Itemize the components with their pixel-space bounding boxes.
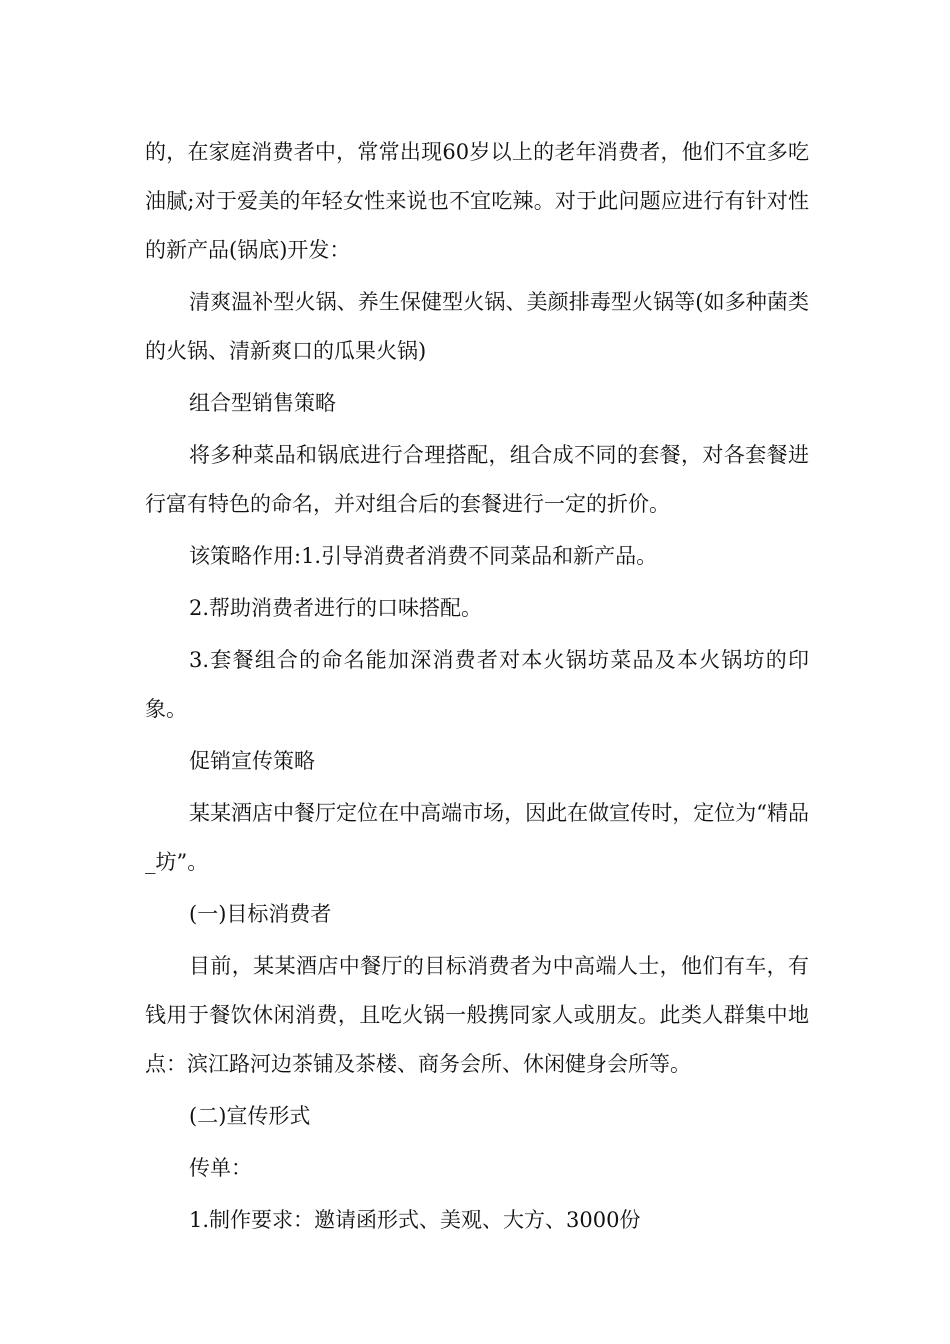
paragraph-combo-sets: 将多种菜品和锅底进行合理搭配，组合成不同的套餐，对各套餐进行富有特色的命名，并对组合后的套餐进行一定的折价。: [145, 443, 809, 516]
heading-promotion-strategy: 促销宣传策略: [189, 749, 315, 773]
document-body: [145, 128, 809, 1248]
paragraph-positioning: 某某酒店中餐厅定位在中高端市场，因此在做宣传时，定位为“精品_坊”。: [145, 801, 809, 874]
paragraph-target-consumers: 目前，某某酒店中餐厅的目标消费者为中高端人士，他们有车，有钱用于餐饮休闲消费，且吃火锅一般携同家人或朋友。此类人群集中地点：滨江路河边茶铺及茶楼、商务会所、休闲健身会所等。: [145, 954, 809, 1076]
paragraph-flyer-requirements: 1.制作要求：邀请函形式、美观、大方、3000份: [189, 1208, 641, 1232]
heading-promotion-forms: (二)宣传形式: [189, 1104, 311, 1128]
heading-flyers: 传单：: [189, 1156, 252, 1180]
paragraph-strategy-effect-3: 3.套餐组合的命名能加深消费者对本火锅坊菜品及本火锅坊的印象。: [145, 648, 809, 721]
heading-target-consumers: (一)目标消费者: [189, 902, 332, 926]
paragraph-strategy-effect-2: 2.帮助消费者进行的口味搭配。: [189, 596, 483, 620]
paragraph-new-products: 清爽温补型火锅、养生保健型火锅、美颜排毒型火锅等(如多种菌类的火锅、清新爽口的瓜果火锅): [145, 290, 809, 363]
paragraph-strategy-effect-1: 该策略作用:1.引导消费者消费不同菜品和新产品。: [189, 544, 658, 568]
paragraph-continuation: 的，在家庭消费者中，常常出现60岁以上的老年消费者，他们不宜多吃油腻;对于爱美的年轻女性来说也不宜吃辣。对于此问题应进行有针对性的新产品(锅底)开发：: [145, 140, 809, 262]
heading-combo-sales-strategy: 组合型销售策略: [189, 391, 336, 415]
